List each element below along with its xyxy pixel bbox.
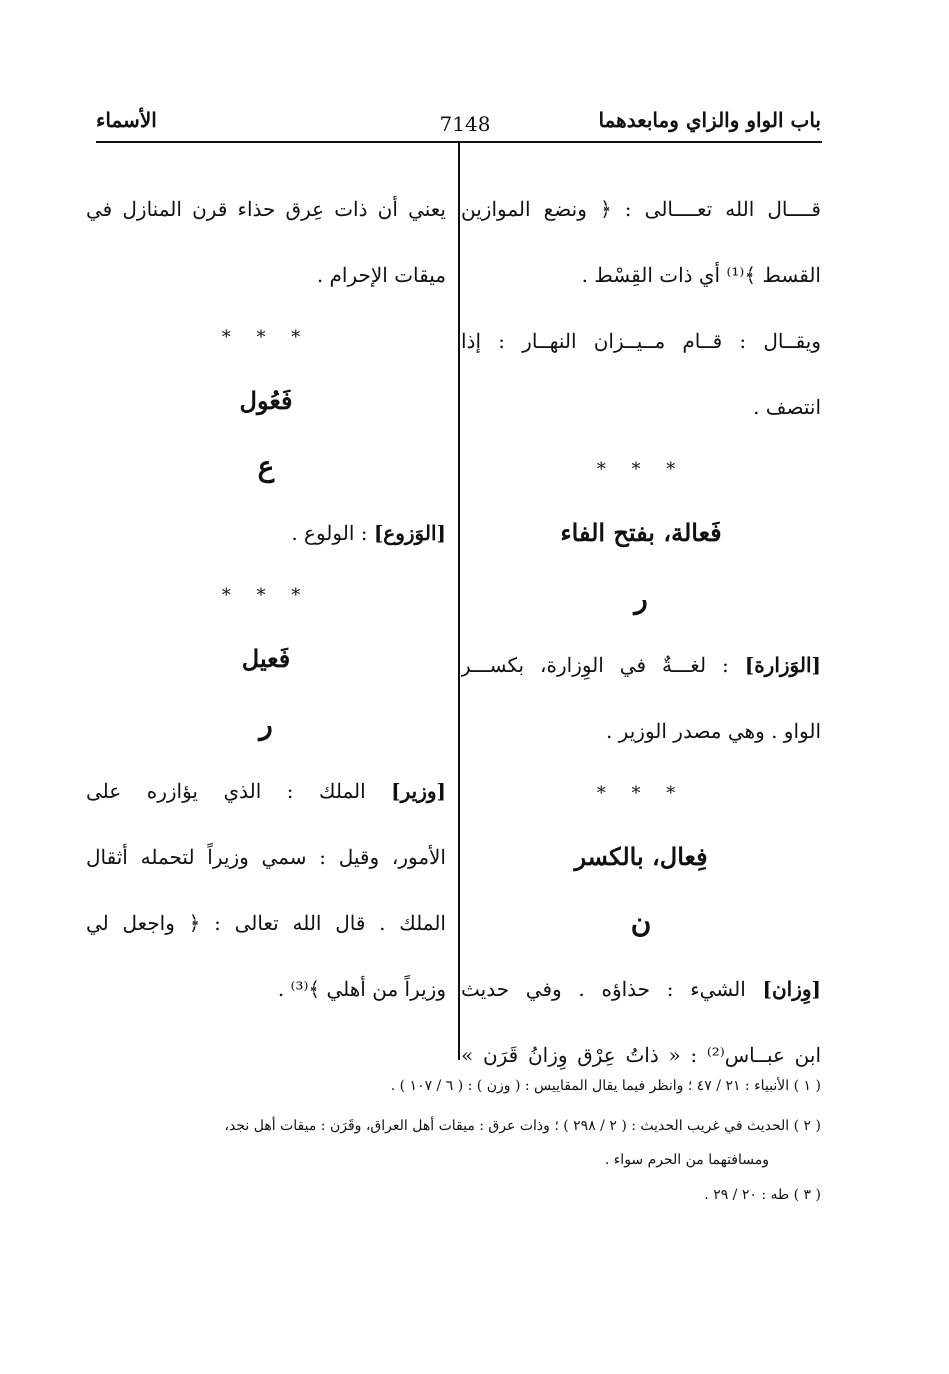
entry-lemma: [الوَزارة] <box>744 653 821 677</box>
entry-line <box>461 632 821 698</box>
root-letter-heading: ن <box>630 906 652 939</box>
text-line: القسط ﴾⁽¹⁾ أي ذات القِسْط . <box>581 263 821 287</box>
text-line: الواو . وهي مصدر الوزير . <box>605 719 821 743</box>
text-line: وزيراً من أهلي ﴾⁽³⁾ . <box>277 977 446 1001</box>
text-line: انتصف . <box>753 395 821 419</box>
pattern-heading: فَعالة، بفتح الفاء <box>560 518 722 547</box>
entry-text: : لغـــةٌ في الوِزارة، بكســـر <box>461 653 745 677</box>
entry-line <box>86 758 446 824</box>
section-title: الأسماء <box>96 108 157 132</box>
page-number: 7148 <box>439 112 491 136</box>
entry-line <box>461 956 821 1022</box>
footnote-2: ( ٢ ) الحديث في غريب الحديث : ( ٢ / ٢٩٨ ) ؛ وذات عرق : ميقات أهل العراق، وقَرَن : ميقات أهل نجد، <box>224 1118 821 1134</box>
footnote-2-continued: ومسافتهما من الحرم سواء . <box>604 1152 769 1168</box>
entry-text: الملك : الذي يؤازره على <box>86 779 392 803</box>
entry-lemma: [وزير] <box>391 779 446 803</box>
entry-text: : الولوع . <box>291 521 374 545</box>
right-column <box>461 176 821 1088</box>
footnote-1: ( ١ ) الأنبياء : ٢١ / ٤٧ ؛ وانظر فيما يقال المقاييس : ( وزن ) : ( ٦ / ١٠٧ ) . <box>390 1078 821 1094</box>
entry-line <box>86 500 446 566</box>
root-letter-heading: ر <box>259 708 273 741</box>
text-line: يعني أن ذات عِرق حذاء قرن المنازل في <box>86 197 446 221</box>
section-separator: * * * <box>221 327 311 348</box>
section-separator: * * * <box>596 459 686 480</box>
root-letter-heading: ر <box>634 582 648 615</box>
column-divider <box>458 143 460 1060</box>
chapter-title: باب الواو والزاي ومابعدهما <box>598 108 821 132</box>
pattern-heading: فِعال، بالكسر <box>574 842 708 871</box>
entry-lemma: [الوَزوع] <box>373 521 446 545</box>
root-letter-heading: ع <box>257 450 275 483</box>
pattern-heading: فَعُول <box>239 386 293 415</box>
text-line: ابن عبــاس⁽²⁾ : « ذاتُ عِرْق وِزانُ قَرَن » <box>461 1043 821 1067</box>
text-line: الأمور، وقيل : سمي وزيراً لتحمله أثقال <box>86 845 446 869</box>
text-line: ميقات الإحرام . <box>316 263 446 287</box>
footnote-3: ( ٣ ) طه : ٢٠ / ٢٩ . <box>704 1187 821 1203</box>
text-line: قــــال الله تعــــالى : ﴿ ونضع الموازين <box>461 197 821 221</box>
text-line: الملك . قال الله تعالى : ﴿ واجعل لي <box>86 911 446 935</box>
section-separator: * * * <box>221 585 311 606</box>
entry-lemma: [وِزان] <box>762 977 821 1001</box>
entry-text: الشيء : حذاؤه . وفي حديث <box>461 977 763 1001</box>
section-separator: * * * <box>596 783 686 804</box>
left-column <box>86 176 446 1022</box>
pattern-heading: فَعيل <box>241 644 291 673</box>
text-line: ويقــال : قــام مــيــزان النهــار : إذا <box>461 329 821 353</box>
